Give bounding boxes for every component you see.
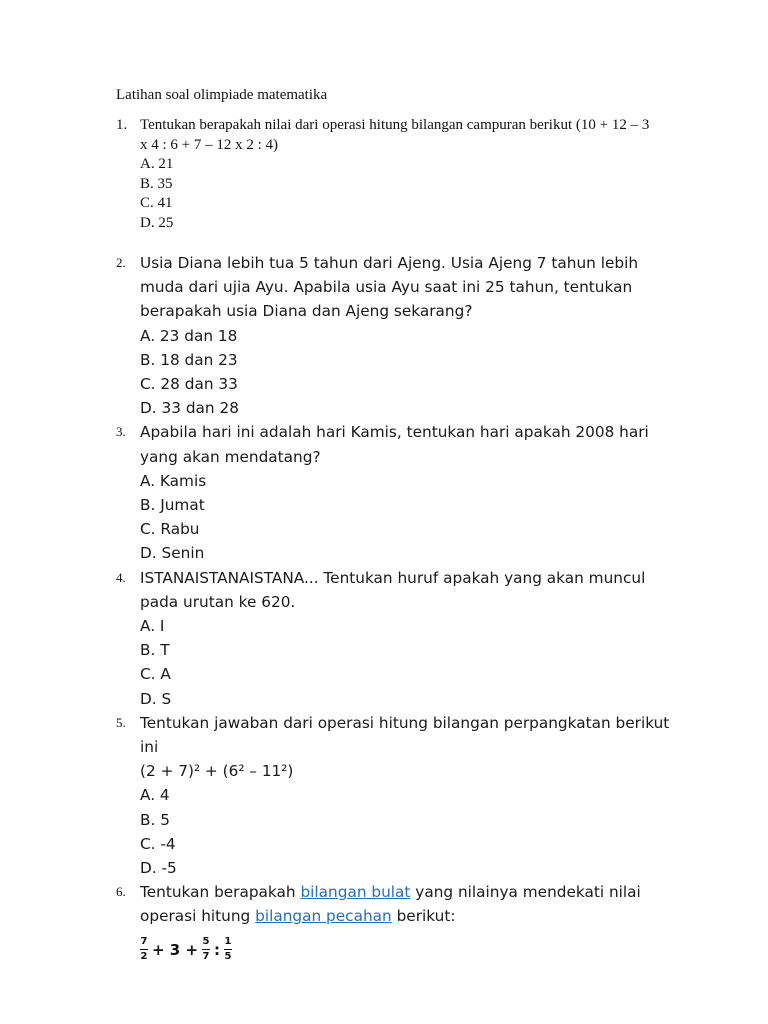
fraction-numerator: 1 <box>224 936 232 948</box>
answer-option-b: B. 5 <box>140 810 170 829</box>
fraction-formula <box>140 931 696 969</box>
question-text <box>140 880 680 928</box>
answer-option-b: B. 18 dan 23 <box>140 350 238 369</box>
question-text: ISTANAISTANAISTANA... Tentukan huruf apakah yang akan muncul pada urutan ke 620. <box>140 568 646 611</box>
link-bilangan-pecahan[interactable]: bilangan pecahan <box>255 907 392 926</box>
answer-option-a: A. 21 <box>140 156 174 172</box>
question-4 <box>116 566 696 711</box>
answer-option-c: C. 41 <box>140 195 173 211</box>
question-number: 3. <box>116 424 126 440</box>
answer-option-d: D. Senin <box>140 544 205 563</box>
answer-option-b: B. Jumat <box>140 496 205 515</box>
answer-option-b: B. 35 <box>140 175 173 192</box>
question-6 <box>116 880 696 968</box>
question-number: 4. <box>116 569 126 585</box>
question-5 <box>116 711 696 880</box>
question-list <box>116 251 696 969</box>
question-2 <box>116 251 696 420</box>
answer-option-d: D. 33 dan 28 <box>140 399 239 418</box>
fraction-denominator: 5 <box>224 951 232 963</box>
question-expression: (2 + 7)² + (6² – 11²) <box>140 762 294 781</box>
answer-option-a: A. I <box>140 617 165 636</box>
answer-option-a: A. Kamis <box>140 471 207 490</box>
fraction-bar <box>202 949 210 950</box>
answer-option-b: B. T <box>140 641 170 660</box>
question-3 <box>116 420 696 565</box>
question-number: 5. <box>116 714 126 730</box>
answer-option-c: C. 28 dan 33 <box>140 375 238 394</box>
question-text-line: x 4 : 6 + 7 – 12 x 2 : 4) <box>140 136 279 153</box>
question-text-part: Tentukan berapakah <box>140 883 301 902</box>
answer-option-d: D. S <box>140 689 172 708</box>
question-text: Tentukan jawaban dari operasi hitung bilangan perpangkatan berikut ini <box>140 713 670 757</box>
question-text-part: yang nilainya mendekati nilai operasi hitung <box>140 883 641 926</box>
fraction-1 <box>140 936 148 963</box>
answer-option-d: D. 25 <box>140 214 174 231</box>
answer-option-c: C. -4 <box>140 834 176 853</box>
question-text: Apabila hari ini adalah hari Kamis, tentukan hari apakah 2008 hari yang akan mendatang? <box>140 423 649 466</box>
fraction-bar <box>140 949 148 950</box>
formula-operator: : <box>214 940 221 959</box>
answer-option-c: C. Rabu <box>140 520 200 539</box>
page-title: Latihan soal olimpiade matematika <box>116 87 328 103</box>
fraction-2 <box>202 936 210 963</box>
answer-option-a: A. 4 <box>140 786 170 805</box>
question-number: 1. <box>116 117 128 133</box>
fraction-bar <box>224 949 232 950</box>
question-number: 2. <box>116 255 126 270</box>
fraction-denominator: 7 <box>202 951 210 963</box>
question-text-part: berikut: <box>391 907 456 926</box>
answer-option-c: C. A <box>140 665 171 684</box>
question-1 <box>116 116 676 233</box>
link-bilangan-bulat[interactable]: bilangan bulat <box>300 883 411 902</box>
formula-operator: + 3 + <box>152 940 199 959</box>
question-text: Usia Diana lebih tua 5 tahun dari Ajeng. Usia Ajeng 7 tahun lebih muda dari ujia Ayu. Apabila usia Ayu saat ini 25 tahun, tentukan berapakah usia Diana dan Ajeng sekarang? <box>140 254 639 321</box>
answer-option-d: D. -5 <box>140 859 177 878</box>
fraction-denominator: 2 <box>140 951 148 963</box>
answer-option-a: A. 23 dan 18 <box>140 326 238 345</box>
fraction-numerator: 7 <box>140 936 148 948</box>
fraction-numerator: 5 <box>202 936 210 948</box>
question-number: 6. <box>116 884 126 900</box>
question-text-line: Tentukan berapakah nilai dari operasi hitung bilangan campuran berikut (10 + 12 – 3 <box>140 117 650 133</box>
fraction-3 <box>224 936 232 963</box>
